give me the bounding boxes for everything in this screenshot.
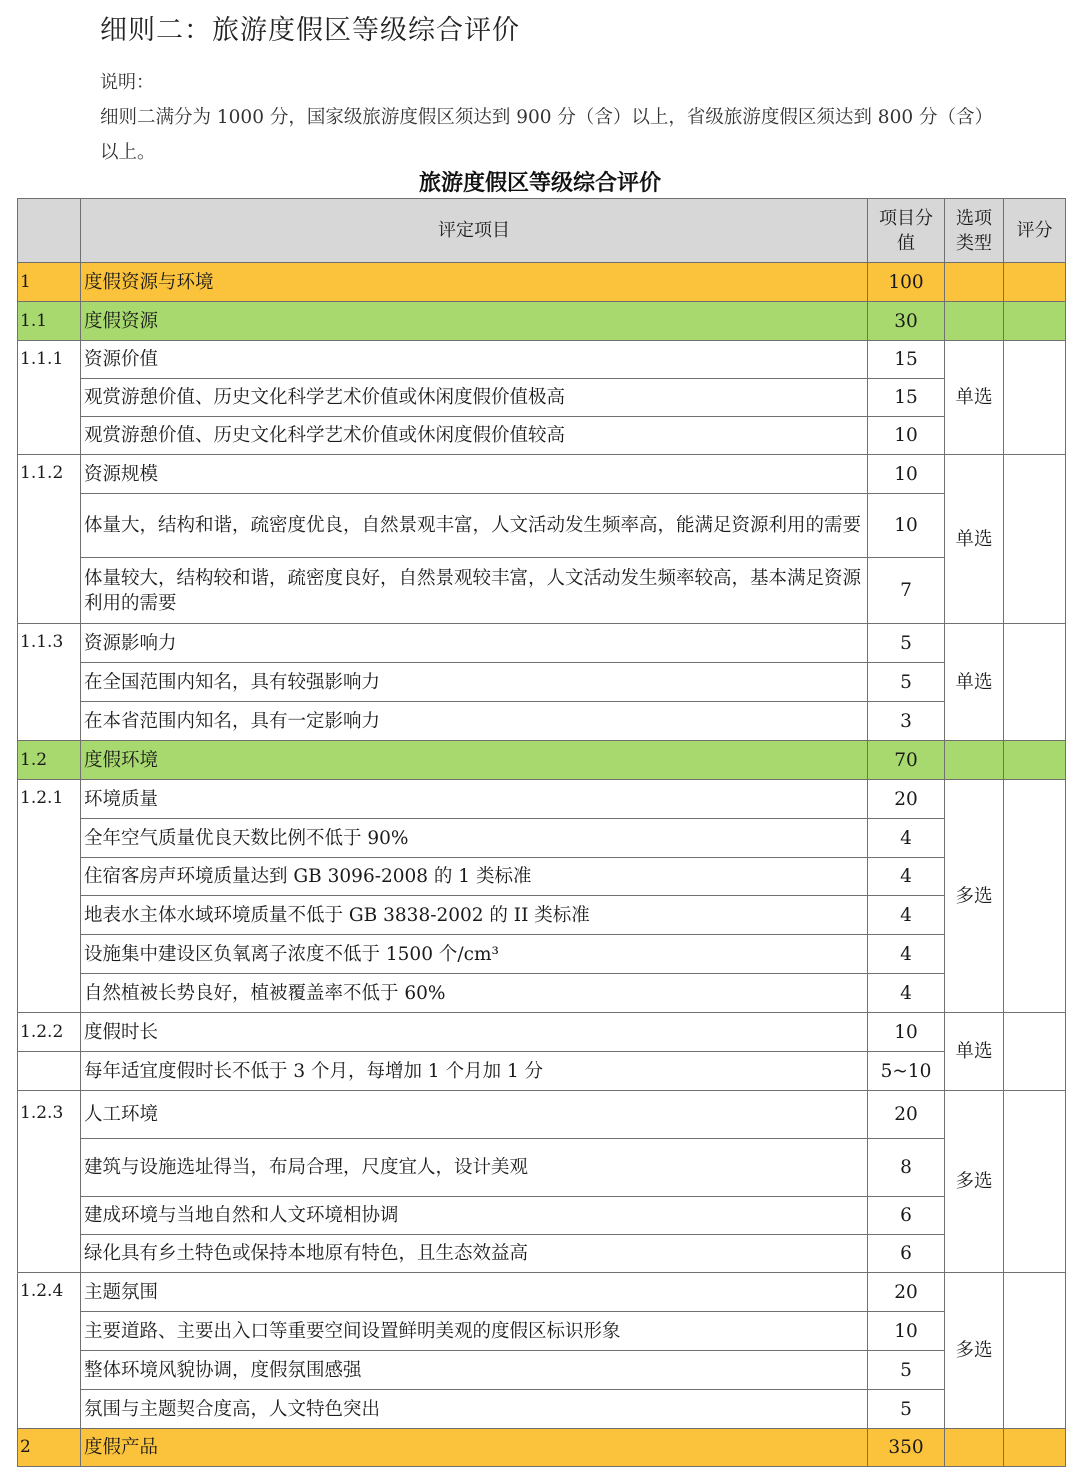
table-row — [18, 379, 1066, 417]
row-score: 15 — [868, 379, 945, 417]
row-score: 4 — [868, 935, 945, 974]
table-row — [18, 417, 1066, 455]
row-item: 度假时长 — [81, 1013, 868, 1052]
row-item: 人工环境 — [81, 1091, 868, 1139]
table-row — [18, 1390, 1066, 1429]
rating-cell[interactable] — [1004, 302, 1066, 341]
header-rating: 评分 — [1004, 199, 1066, 263]
row-score: 350 — [868, 1429, 945, 1467]
row-score: 8 — [868, 1139, 945, 1197]
table-row — [18, 780, 1066, 819]
row-item: 设施集中建设区负氧离子浓度不低于 1500 个/cm³ — [81, 935, 868, 974]
row-item: 建筑与设施选址得当，布局合理，尺度宜人，设计美观 — [81, 1139, 868, 1197]
table-header-row — [18, 199, 1066, 263]
row-item: 自然植被长势良好，植被覆盖率不低于 60% — [81, 974, 868, 1013]
row-score: 4 — [868, 858, 945, 896]
row-score: 100 — [868, 263, 945, 302]
row-type: 多选 — [945, 1091, 1004, 1273]
row-score: 6 — [868, 1235, 945, 1273]
table-row — [18, 455, 1066, 494]
row-item: 在全国范围内知名，具有较强影响力 — [81, 663, 868, 702]
page-title: 细则二：旅游度假区等级综合评价 — [100, 15, 520, 46]
table-title: 旅游度假区等级综合评价 — [418, 171, 661, 196]
row-item: 主要道路、主要出入口等重要空间设置鲜明美观的度假区标识形象 — [81, 1312, 868, 1351]
row-code: 1.1.2 — [18, 455, 81, 624]
table-row — [18, 494, 1066, 558]
row-item: 观赏游憩价值、历史文化科学艺术价值或休闲度假价值极高 — [81, 379, 868, 417]
row-item: 体量较大，结构较和谐，疏密度良好，自然景观较丰富，人文活动发生频率较高，基本满足资源利用的需要 — [81, 558, 868, 624]
row-item: 在本省范围内知名，具有一定影响力 — [81, 702, 868, 741]
row-score: 4 — [868, 896, 945, 935]
rating-cell[interactable] — [1004, 1091, 1066, 1273]
table-row — [18, 1273, 1066, 1312]
table-row — [18, 1429, 1066, 1467]
row-item: 度假产品 — [81, 1429, 868, 1467]
table-row — [18, 1091, 1066, 1139]
row-type: 单选 — [945, 341, 1004, 455]
table-row — [18, 341, 1066, 379]
row-score: 5 — [868, 663, 945, 702]
note-text: 细则二满分为 1000 分，国家级旅游度假区须达到 900 分（含）以上，省级旅游度假区须达到 800 分（含）以上。 — [100, 107, 993, 163]
row-item: 资源价值 — [81, 341, 868, 379]
table-row — [18, 263, 1066, 302]
row-score: 5 — [868, 1390, 945, 1429]
row-code: 1.2.4 — [18, 1273, 81, 1429]
row-item: 整体环境风貌协调，度假氛围感强 — [81, 1351, 868, 1390]
row-score: 5~10 — [868, 1052, 945, 1091]
row-code: 1 — [18, 263, 81, 302]
row-type — [945, 302, 1004, 341]
header-type: 选项类型 — [945, 199, 1004, 263]
rating-cell[interactable] — [1004, 1013, 1066, 1091]
table-row — [18, 663, 1066, 702]
row-code: 1.1.1 — [18, 341, 81, 455]
row-item: 绿化具有乡土特色或保持本地原有特色，且生态效益高 — [81, 1235, 868, 1273]
row-item: 观赏游憩价值、历史文化科学艺术价值或休闲度假价值较高 — [81, 417, 868, 455]
table-row — [18, 741, 1066, 780]
row-item: 每年适宜度假时长不低于 3 个月，每增加 1 个月加 1 分 — [81, 1052, 868, 1091]
table-row — [18, 1139, 1066, 1197]
header-item: 评定项目 — [81, 199, 868, 263]
row-item: 环境质量 — [81, 780, 868, 819]
rating-cell[interactable] — [1004, 624, 1066, 741]
rating-cell[interactable] — [1004, 741, 1066, 780]
header-code — [18, 199, 81, 263]
row-item: 全年空气质量优良天数比例不低于 90% — [81, 819, 868, 858]
row-score: 20 — [868, 1091, 945, 1139]
rating-cell[interactable] — [1004, 1273, 1066, 1429]
row-score: 4 — [868, 974, 945, 1013]
table-row — [18, 702, 1066, 741]
row-type — [945, 263, 1004, 302]
note-label: 说明： — [100, 72, 154, 93]
header-score: 项目分值 — [868, 199, 945, 263]
row-type: 单选 — [945, 1013, 1004, 1091]
row-item: 度假资源 — [81, 302, 868, 341]
row-score: 4 — [868, 819, 945, 858]
rating-cell[interactable] — [1004, 341, 1066, 455]
rating-cell[interactable] — [1004, 455, 1066, 624]
row-score: 10 — [868, 417, 945, 455]
row-code: 1.1.3 — [18, 624, 81, 741]
row-item: 度假环境 — [81, 741, 868, 780]
row-type: 单选 — [945, 624, 1004, 741]
row-item: 体量大，结构和谐，疏密度优良，自然景观丰富，人文活动发生频率高，能满足资源利用的需要 — [81, 494, 868, 558]
row-item: 建成环境与当地自然和人文环境相协调 — [81, 1197, 868, 1235]
row-type: 多选 — [945, 1273, 1004, 1429]
table-row — [18, 302, 1066, 341]
table-row — [18, 558, 1066, 624]
rating-cell[interactable] — [1004, 1429, 1066, 1467]
row-score: 30 — [868, 302, 945, 341]
row-type — [945, 741, 1004, 780]
row-code: 1.2.1 — [18, 780, 81, 1013]
table-row — [18, 1013, 1066, 1052]
row-type: 单选 — [945, 455, 1004, 624]
table-row — [18, 1312, 1066, 1351]
table-row — [18, 1235, 1066, 1273]
table-row — [18, 1351, 1066, 1390]
row-code — [18, 1052, 81, 1091]
rating-cell[interactable] — [1004, 263, 1066, 302]
table-row — [18, 624, 1066, 663]
row-score: 15 — [868, 341, 945, 379]
row-code: 2 — [18, 1429, 81, 1467]
row-type: 多选 — [945, 780, 1004, 1013]
row-score: 7 — [868, 558, 945, 624]
row-score: 5 — [868, 1351, 945, 1390]
table-row — [18, 858, 1066, 896]
row-score: 6 — [868, 1197, 945, 1235]
row-code: 1.2.2 — [18, 1013, 81, 1052]
row-item: 主题氛围 — [81, 1273, 868, 1312]
row-score: 10 — [868, 1312, 945, 1351]
row-item: 地表水主体水域环境质量不低于 GB 3838-2002 的 II 类标准 — [81, 896, 868, 935]
row-item: 资源规模 — [81, 455, 868, 494]
row-score: 20 — [868, 1273, 945, 1312]
table-row — [18, 1052, 1066, 1091]
row-item: 度假资源与环境 — [81, 263, 868, 302]
row-score: 3 — [868, 702, 945, 741]
row-score: 5 — [868, 624, 945, 663]
row-item: 住宿客房声环境质量达到 GB 3096-2008 的 1 类标准 — [81, 858, 868, 896]
row-item: 资源影响力 — [81, 624, 868, 663]
rating-cell[interactable] — [1004, 780, 1066, 1013]
table-row — [18, 935, 1066, 974]
score-table — [17, 198, 1066, 1467]
row-score: 20 — [868, 780, 945, 819]
table-row — [18, 819, 1066, 858]
row-score: 70 — [868, 741, 945, 780]
row-code: 1.1 — [18, 302, 81, 341]
row-score: 10 — [868, 1013, 945, 1052]
table-row — [18, 896, 1066, 935]
row-score: 10 — [868, 455, 945, 494]
row-code: 1.2.3 — [18, 1091, 81, 1273]
row-code: 1.2 — [18, 741, 81, 780]
row-type — [945, 1429, 1004, 1467]
row-item: 氛围与主题契合度高，人文特色突出 — [81, 1390, 868, 1429]
table-row — [18, 1197, 1066, 1235]
row-score: 10 — [868, 494, 945, 558]
table-row — [18, 974, 1066, 1013]
